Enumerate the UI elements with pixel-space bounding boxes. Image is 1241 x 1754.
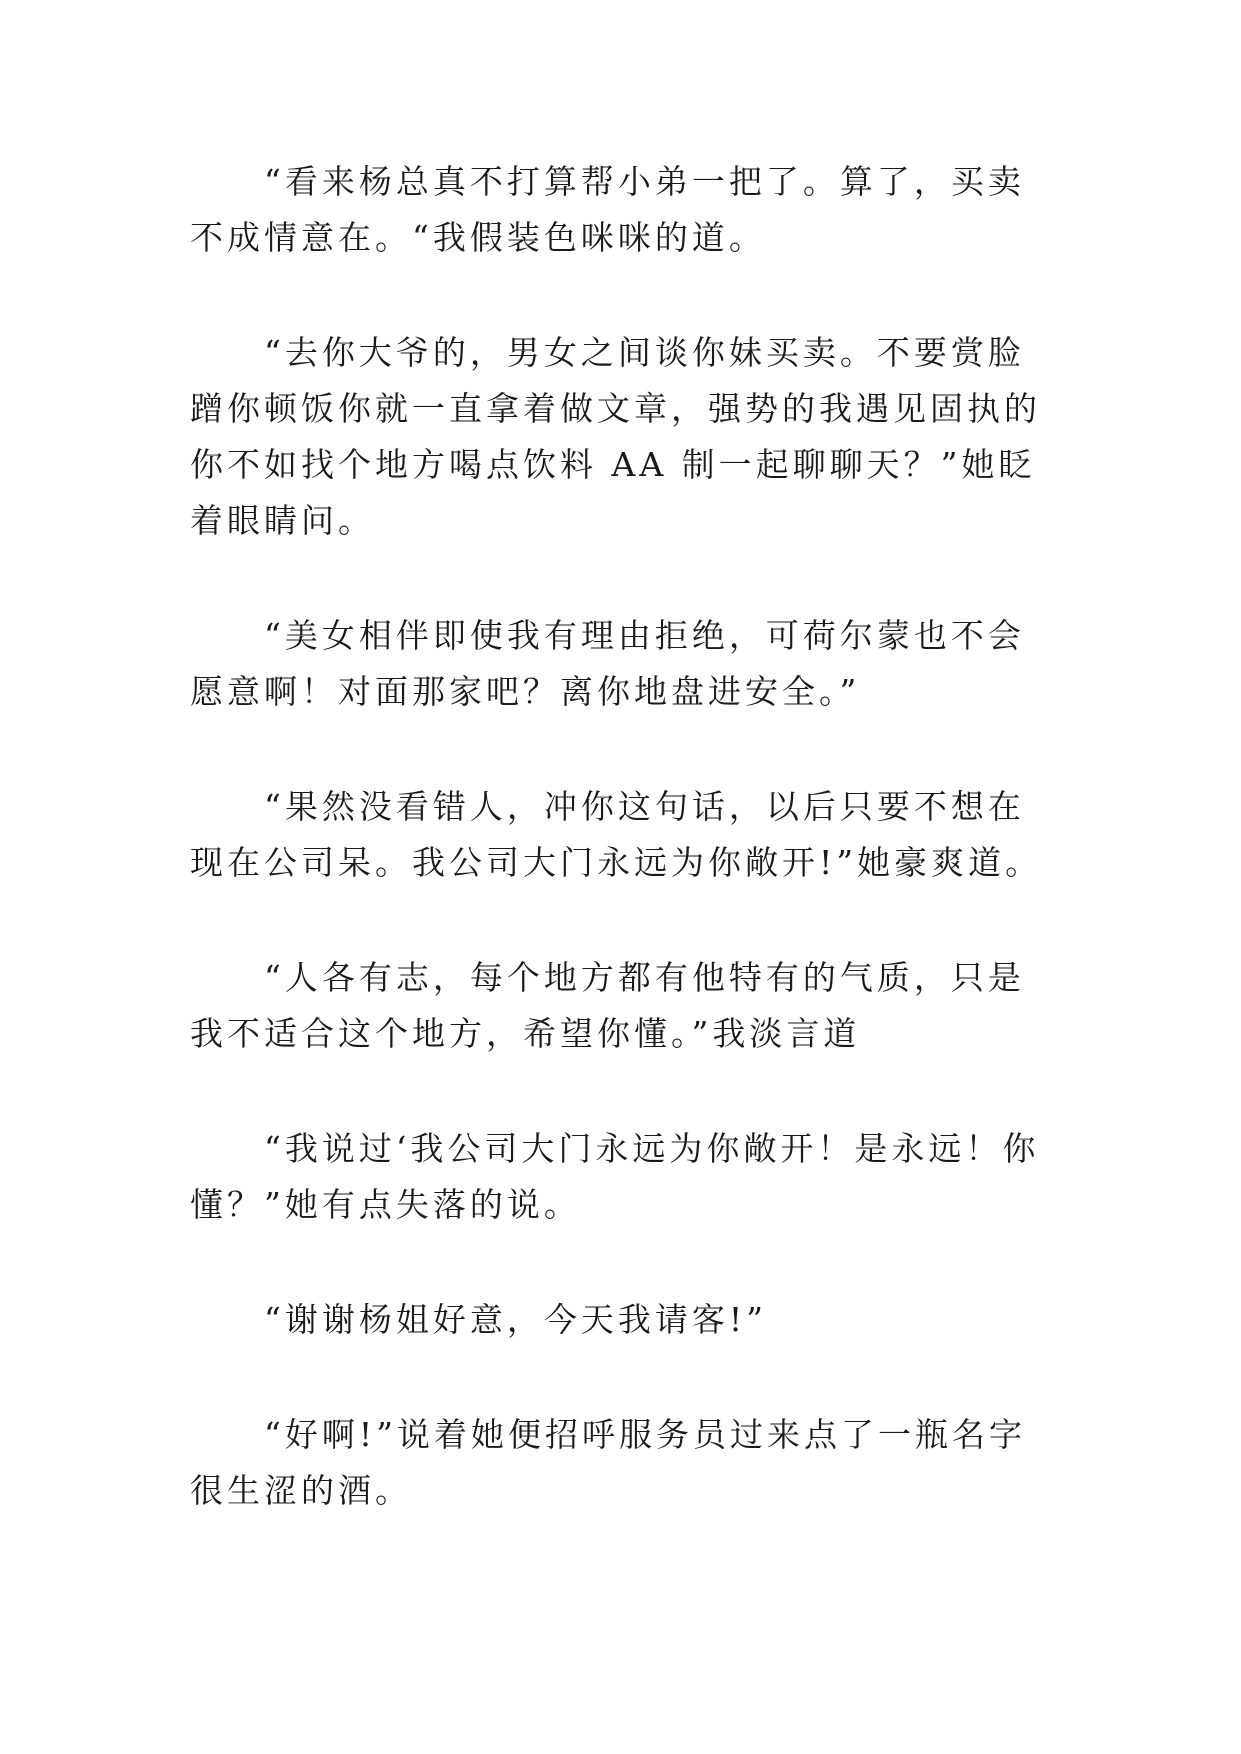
- paragraph: “去你大爷的，男女之间谈你妹买卖。不要赏脸蹭你顿饭你就一直拿着做文章，强势的我遇见固执的你不如找个地方喝点饮料 AA 制一起聊聊天？”她眨着眼睛问。: [190, 333, 1041, 540]
- paragraph: “我说过‘我公司大门永远为你敞开！是永远！你懂？”她有点失落的说。: [190, 1129, 1040, 1224]
- document-body: [190, 154, 1050, 1578]
- paragraph: “好啊!”说着她便招呼服务员过来点了一瓶名字很生涩的酒。: [190, 1415, 1027, 1510]
- paragraph: “美女相伴即使我有理由拒绝，可荷尔蒙也不会愿意啊！对面那家吧？离你地盘进安全。”: [190, 616, 1025, 711]
- paragraph: “谢谢杨姐好意，今天我请客!”: [264, 1300, 768, 1339]
- paragraph: “果然没看错人，冲你这句话，以后只要不想在现在公司呆。我公司大门永远为你敞开!”她豪爽道。: [190, 787, 1043, 882]
- paragraph: “看来杨总真不打算帮小弟一把了。算了，买卖不成情意在。“我假装色咪咪的道。: [190, 162, 1025, 257]
- paragraph: “人各有志，每个地方都有他特有的气质，只是我不适合这个地方，希望你懂。”我淡言道: [190, 958, 1025, 1053]
